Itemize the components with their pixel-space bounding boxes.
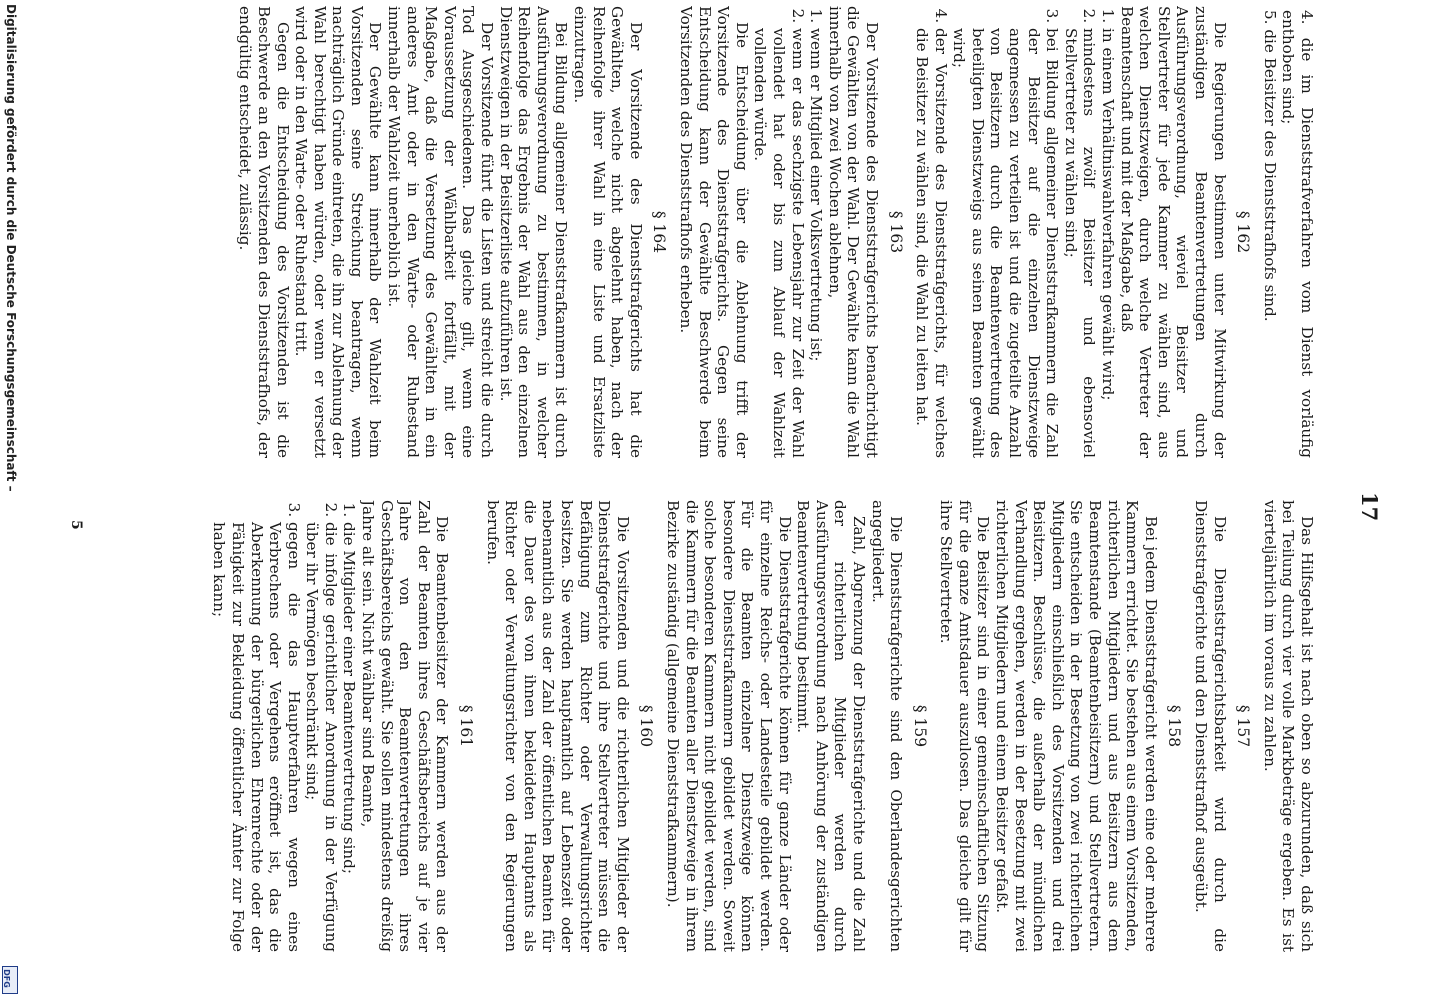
section-heading-157: § 157	[1234, 704, 1253, 748]
list-item: 1. wenn er Mitglied einer Volksvertretung ist;	[807, 28, 826, 458]
list-item	[1260, 10, 1279, 458]
list-item	[1279, 10, 1316, 458]
section-158-p1: Bei jedem Dienststrafgericht werden eine oder mehrere Kammern errichtet. Sie bestehen aus einem Vorsitzenden, richterlichen Mitgliedern und aus Beisitzern aus dem Beamtenstande (Beamtenbeisitzern) und Stellvertretern. Sie entscheiden in der Besetzung von zwei richterlichen Mitgliedern einschließlich des Vorsitzenden und drei Beisitzern. Beschlüsse, die außerhalb der mündlichen Verhandlung ergehen, werden in der Besetzung mit zwei richterlichen Mitgliedern und einem Beisitzer gefaßt.	[993, 500, 1160, 952]
section-heading-163: § 163	[886, 210, 905, 254]
section-heading-159: § 159	[910, 704, 929, 748]
list-item: 2. wenn er das sechzigste Lebensjahr zur Zeit der Wahl vollendet hat oder bis zum Ablauf der Wahlzeit vollenden würde.	[751, 28, 807, 458]
section-163-p2: Die Entscheidung über die Ablehnung trifft der Vorsitzende des Dienststrafgerichts. Gegen seine Entscheidung kann der Gewählte Beschwerde beim Vorsitzenden des Dienststrafhofs erheben.	[677, 6, 751, 458]
right-column	[86, 6, 1316, 458]
list-item: 3. bei Bildung allgemeiner Dienststrafkammern die Zahl der Beisitzer auf die einzelnen Dienstzweige angemessen zu verteilen ist und die zugeteilte Anzahl von Beisitzern durch die Beamtenvertretung des beteiligten Dienstzweigs aus seinen Beamten gewählt wird;	[950, 28, 1062, 458]
signature-mark: 5	[68, 520, 84, 530]
left-column	[86, 500, 1316, 952]
section-164-p4: Der Gewählte kann innerhalb der Wahlzeit beim Vorsitzenden seine Streichung beantragen, wenn nachträglich Gründe eintreten, die ihn zur Ablehnung der Wahl berechtigt haben würden, oder wenn er versetzt wird oder in den Warte- oder Ruhestand tritt.	[292, 6, 385, 458]
section-158-p2: Die Beisitzer sind in einer gemeinschaftlichen Sitzung für die ganze Amtsdauer auszulosen. Das gleiche gilt für ihre Stellvertreter.	[937, 500, 993, 952]
section-159-p2: Zahl, Abgrenzung der Dienststrafgerichte und die Zahl der richterlichen Mitglieder werden durch Ausführungsverordnung nach Anhörung der zuständigen Beamtenvertretung bestimmt.	[794, 500, 868, 952]
dfg-logo-icon	[2, 966, 18, 994]
section-heading-158: § 158	[1165, 704, 1184, 748]
footer-text: Digitalisierung gefördert durch die Deutsche Forschungsgemeinschaft –	[4, 4, 18, 492]
list-text: die im Dienststrafverfahren vom Dienst vorläufig enthoben sind;	[1279, 10, 1316, 458]
section-159-p1: Die Dienststrafgerichte sind den Oberlandesgerichten angegliedert.	[868, 500, 906, 952]
section-heading-161: § 161	[457, 704, 476, 748]
list-text: die Beisitzer des Dienststrafhofs sind.	[1260, 29, 1279, 322]
list-item: 4. der Vorsitzende des Dienststrafgerichts, für welches die Beisitzer zu wählen sind, die Wahl zu leiten hat.	[913, 28, 950, 458]
section-157-text: Die Dienststrafgerichtsbarkeit wird durch die Dienststrafgerichte und den Dienststrafhof ausgeübt.	[1192, 500, 1229, 952]
list-item: 2. mindestens zwölf Beisitzer und ebensoviel Stellvertreter zu wählen sind;	[1061, 28, 1098, 458]
list-item: 1. die Mitglieder einer Beamtenvertretung sind;	[340, 522, 359, 952]
list-number: 5.	[1260, 10, 1279, 25]
section-161-list	[210, 500, 359, 952]
page-number: 17	[1357, 492, 1382, 522]
intro-paragraph: Das Hilfsgehalt ist nach oben so abzurunden, daß sich bei Teilung durch vier volle Markbeträge ergeben. Es ist vierteljährlich im voraus zu zahlen.	[1260, 500, 1316, 952]
section-heading-160: § 160	[637, 704, 656, 748]
continued-list	[1260, 6, 1316, 458]
section-164-p5: Gegen die Entscheidung des Vorsitzenden ist die Beschwerde an den Vorsitzenden des Dienststrafhofs, der endgültig entscheidet, zulässig.	[236, 6, 292, 458]
section-164-p2: Bei Bildung allgemeiner Dienststrafkammern ist durch Ausführungsverordnung zu bestimmen, in welcher Reihenfolge das Ergebnis der Wahl aus den einzelnen Dienstzweigen in der Beisitzerliste aufzuführen ist.	[496, 6, 571, 458]
section-164-p1: Der Vorsitzende des Dienststrafgerichts hat die Gewählten, welche nicht abgelehnt haben, nach der Reihenfolge ihrer Wahl in eine Liste und Ersatzliste einzutragen.	[571, 6, 645, 458]
section-160-text: Die Vorsitzenden und die richterlichen Mitglieder der Dienststrafgerichte und ihre Stellvertreter müssen die Befähigung zum Richter oder Verwaltungsrichter besitzen. Sie werden hauptamtlich auf Lebenszeit oder nebenamtlich aus der Zahl der öffentlichen Beamten für die Dauer des von ihnen bekleideten Hauptamts als Richter oder Verwaltungsrichter von den Regierungen berufen.	[483, 500, 632, 952]
section-159-p3: Die Dienststrafgerichte können für ganze Länder oder für einzelne Reichs- oder Landesteile gebildet werden. Für die Beamten einzelner Dienstzweige können besondere Dienststrafkammern gebildet werden. Soweit solche besonderen Kammern nicht gebildet werden, sind die Kammern für die Beamten aller Dienstzweige in ihrem Bezirke zuständig (allgemeine Dienststrafkammern).	[664, 500, 794, 952]
list-item: 2. die infolge gerichtlicher Anordnung in der Verfügung über ihr Vermögen beschränkt sind;	[303, 522, 340, 952]
list-item: 3. gegen die das Hauptverfahren wegen eines Verbrechens oder Vergehens eröffnet ist, das die Aberkennung der bürgerlichen Ehrenrechte oder der Fähigkeit zur Bekleidung öffentlicher Ämter zur Folge haben kann;	[210, 522, 303, 952]
digitization-footer	[0, 0, 20, 1000]
dfg-logo-text: DFG	[1, 969, 11, 988]
section-heading-162: § 162	[1234, 210, 1253, 254]
list-number: 4.	[1298, 10, 1316, 25]
section-163-list	[751, 6, 825, 458]
section-164-p3: Der Vorsitzende führt die Listen und streicht die durch Tod Ausgeschiedenen. Das gleiche gilt, wenn eine Voraussetzung der Wählbarkeit fortfällt, mit der Maßgabe, daß die Versetzung des Gewählten in ein anderes Amt oder in den Warte- oder Ruhestand innerhalb der Wahlzeit unerheblich ist.	[385, 6, 497, 458]
section-heading-164: § 164	[650, 210, 669, 254]
section-162-intro: Die Regierungen bestimmen unter Mitwirkung der zuständigen Beamtenvertretungen durch Ausführungsverordnung, wieviel Beisitzer und Stellvertreter für jede Kammer zu wählen sind, aus welchen Dienstzweigen, durch welche Vertreter der Beamtenschaft und mit der Maßgabe, daß	[1117, 6, 1229, 458]
section-161-intro: Die Beamtenbeisitzer der Kammern werden aus der Zahl der Beamten ihres Geschäftsbereichs auf je vier Jahre von den Beamtenvertretungen ihres Geschäftsbereichs gewählt. Sie sollen mindestens dreißig Jahre alt sein. Nicht wählbar sind Beamte,	[359, 500, 452, 952]
section-163-p1: Der Vorsitzende des Dienststrafgerichts benachrichtigt die Gewählten von der Wahl. Der Gewählte kann die Wahl innerhalb von zwei Wochen ablehnen,	[825, 6, 881, 458]
section-162-list	[913, 6, 1118, 458]
list-item: 1. in einem Verhältniswahlverfahren gewählt wird;	[1098, 28, 1117, 458]
